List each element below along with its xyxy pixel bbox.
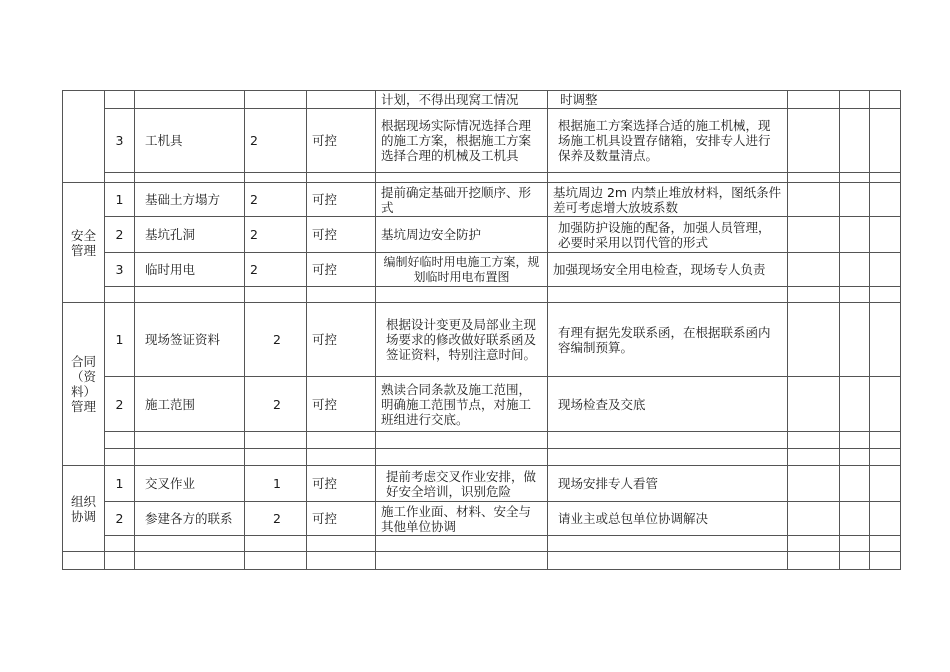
response-measure: 时调整	[548, 91, 788, 109]
blank-cell	[548, 449, 788, 466]
blank-cell	[105, 552, 135, 570]
blank-cell	[376, 432, 548, 449]
table-row	[63, 217, 901, 253]
table-row	[63, 449, 901, 466]
control-status: 可控	[307, 253, 376, 287]
blank-cell	[840, 91, 870, 109]
blank-cell	[245, 536, 307, 552]
blank-cell	[548, 432, 788, 449]
blank-cell	[245, 173, 307, 183]
risk-name	[135, 91, 245, 109]
blank-cell	[870, 536, 901, 552]
control-measure: 基坑周边安全防护	[376, 217, 548, 253]
table-row	[63, 377, 901, 432]
blank-cell	[870, 91, 901, 109]
blank-cell	[870, 466, 901, 502]
risk-level: 2	[245, 303, 307, 377]
table-row	[63, 466, 901, 502]
blank-cell	[245, 432, 307, 449]
blank-cell	[245, 449, 307, 466]
response-measure: 现场安排专人看管	[548, 466, 788, 502]
table-row	[63, 432, 901, 449]
blank-cell	[788, 287, 840, 303]
blank-cell	[788, 449, 840, 466]
blank-cell	[870, 377, 901, 432]
blank-cell	[105, 536, 135, 552]
category-label: 料）	[70, 384, 96, 399]
blank-cell	[105, 173, 135, 183]
control-measure: 计划，不得出现窝工情况	[376, 91, 548, 109]
blank-cell	[307, 449, 376, 466]
blank-cell	[788, 432, 840, 449]
category-label: 管理	[70, 242, 96, 258]
blank-cell	[245, 287, 307, 303]
response-measure: 基坑周边 2m 内禁止堆放材料，图纸条件差可考虑增大放坡系数	[548, 183, 788, 217]
control-measure: 根据设计变更及局部业主现场要求的修改做好联系函及签证资料，特别注意时间。	[376, 303, 548, 377]
blank-cell	[840, 303, 870, 377]
blank-cell	[840, 173, 870, 183]
response-measure: 加强现场安全用电检查，现场专人负责	[548, 253, 788, 287]
risk-name: 临时用电	[135, 253, 245, 287]
risk-name: 基坑孔洞	[135, 217, 245, 253]
blank-cell	[788, 502, 840, 536]
table-row	[63, 536, 901, 552]
item-number: 2	[105, 502, 135, 536]
blank-cell	[840, 377, 870, 432]
item-number: 2	[105, 377, 135, 432]
blank-cell	[870, 502, 901, 536]
control-measure: 编制好临时用电施工方案，规划临时用电布置图	[376, 253, 548, 287]
control-status: 可控	[307, 217, 376, 253]
blank-cell	[788, 466, 840, 502]
blank-cell	[788, 91, 840, 109]
table-row	[63, 183, 901, 217]
blank-cell	[788, 552, 840, 570]
response-measure: 根据施工方案选择合适的施工机械，现场施工机具设置存储箱，安排专人进行保养及数量清点。	[548, 109, 788, 173]
blank-cell	[788, 173, 840, 183]
risk-control-table	[62, 90, 901, 570]
blank-cell	[840, 253, 870, 287]
blank-cell	[548, 552, 788, 570]
table-row	[63, 287, 901, 303]
control-measure: 根据现场实际情况选择合理的施工方案，根据施工方案选择合理的机械及工机具	[376, 109, 548, 173]
blank-cell	[307, 432, 376, 449]
blank-cell	[840, 183, 870, 217]
category-label: 管理	[70, 399, 96, 414]
blank-cell	[105, 287, 135, 303]
blank-cell	[135, 536, 245, 552]
blank-cell	[840, 217, 870, 253]
control-status: 可控	[307, 303, 376, 377]
blank-cell	[840, 536, 870, 552]
control-status: 可控	[307, 183, 376, 217]
blank-cell	[105, 449, 135, 466]
blank-cell	[245, 552, 307, 570]
blank-cell	[870, 287, 901, 303]
blank-cell	[788, 377, 840, 432]
blank-cell	[840, 552, 870, 570]
risk-name: 现场签证资料	[135, 303, 245, 377]
response-measure: 有理有据先发联系函，在根据联系函内容编制预算。	[548, 303, 788, 377]
blank-cell	[548, 536, 788, 552]
risk-level: 2	[245, 109, 307, 173]
blank-cell	[307, 287, 376, 303]
blank-cell	[135, 287, 245, 303]
blank-cell	[135, 552, 245, 570]
blank-cell	[870, 253, 901, 287]
blank-cell	[788, 253, 840, 287]
blank-cell	[870, 173, 901, 183]
blank-cell	[788, 183, 840, 217]
category-label: （资	[70, 369, 96, 384]
item-number	[105, 91, 135, 109]
item-number: 1	[105, 303, 135, 377]
risk-name: 交叉作业	[135, 466, 245, 502]
blank-cell	[376, 536, 548, 552]
blank-cell	[788, 536, 840, 552]
blank-cell	[870, 303, 901, 377]
blank-cell	[307, 173, 376, 183]
category-label: 组织	[70, 493, 96, 509]
risk-name: 参建各方的联系	[135, 502, 245, 536]
blank-cell	[376, 552, 548, 570]
blank-cell	[788, 109, 840, 173]
category-label: 安全	[70, 227, 96, 243]
category-label: 合同	[70, 354, 96, 369]
response-measure: 请业主或总包单位协调解决	[548, 502, 788, 536]
risk-level: 2	[245, 502, 307, 536]
category-safety-management	[63, 183, 105, 303]
blank-cell	[840, 466, 870, 502]
control-measure: 施工作业面、材料、安全与其他单位协调	[376, 502, 548, 536]
table-row	[63, 502, 901, 536]
blank-cell	[840, 109, 870, 173]
control-status: 可控	[307, 109, 376, 173]
category-contract-management	[63, 303, 105, 466]
blank-cell	[63, 552, 105, 570]
risk-name: 工机具	[135, 109, 245, 173]
risk-level: 2	[245, 217, 307, 253]
control-status	[307, 91, 376, 109]
item-number: 1	[105, 183, 135, 217]
control-status: 可控	[307, 466, 376, 502]
blank-cell	[376, 173, 548, 183]
blank-cell	[788, 303, 840, 377]
response-measure: 加强防护设施的配备，加强人员管理，必要时采用以罚代管的形式	[548, 217, 788, 253]
blank-cell	[376, 449, 548, 466]
risk-name: 基础土方塌方	[135, 183, 245, 217]
control-measure: 提前确定基础开挖顺序、形式	[376, 183, 548, 217]
risk-level: 2	[245, 253, 307, 287]
blank-cell	[870, 217, 901, 253]
item-number: 3	[105, 109, 135, 173]
blank-cell	[105, 432, 135, 449]
risk-level: 1	[245, 466, 307, 502]
blank-cell	[870, 432, 901, 449]
blank-cell	[870, 183, 901, 217]
control-status: 可控	[307, 377, 376, 432]
blank-cell	[870, 109, 901, 173]
blank-cell	[788, 217, 840, 253]
category-organization-coordination	[63, 466, 105, 552]
blank-cell	[548, 173, 788, 183]
table-row	[63, 253, 901, 287]
table-row	[63, 91, 901, 109]
table-row	[63, 552, 901, 570]
blank-cell	[870, 449, 901, 466]
blank-cell	[870, 552, 901, 570]
risk-name: 施工范围	[135, 377, 245, 432]
blank-cell	[840, 502, 870, 536]
blank-cell	[840, 449, 870, 466]
control-measure: 熟读合同条款及施工范围，明确施工范围节点，对施工班组进行交底。	[376, 377, 548, 432]
blank-cell	[135, 432, 245, 449]
item-number: 2	[105, 217, 135, 253]
control-measure: 提前考虑交叉作业安排，做好安全培训，识别危险	[376, 466, 548, 502]
blank-cell	[840, 432, 870, 449]
table-row	[63, 173, 901, 183]
risk-level: 2	[245, 183, 307, 217]
blank-cell	[135, 173, 245, 183]
category-cell-empty	[63, 91, 105, 183]
table-row	[63, 303, 901, 377]
blank-cell	[307, 552, 376, 570]
blank-cell	[376, 287, 548, 303]
blank-cell	[840, 287, 870, 303]
blank-cell	[135, 449, 245, 466]
category-label: 协调	[70, 508, 96, 524]
blank-cell	[548, 287, 788, 303]
response-measure: 现场检查及交底	[548, 377, 788, 432]
risk-level	[245, 91, 307, 109]
item-number: 3	[105, 253, 135, 287]
table-row	[63, 109, 901, 173]
blank-cell	[307, 536, 376, 552]
item-number: 1	[105, 466, 135, 502]
risk-level: 2	[245, 377, 307, 432]
control-status: 可控	[307, 502, 376, 536]
